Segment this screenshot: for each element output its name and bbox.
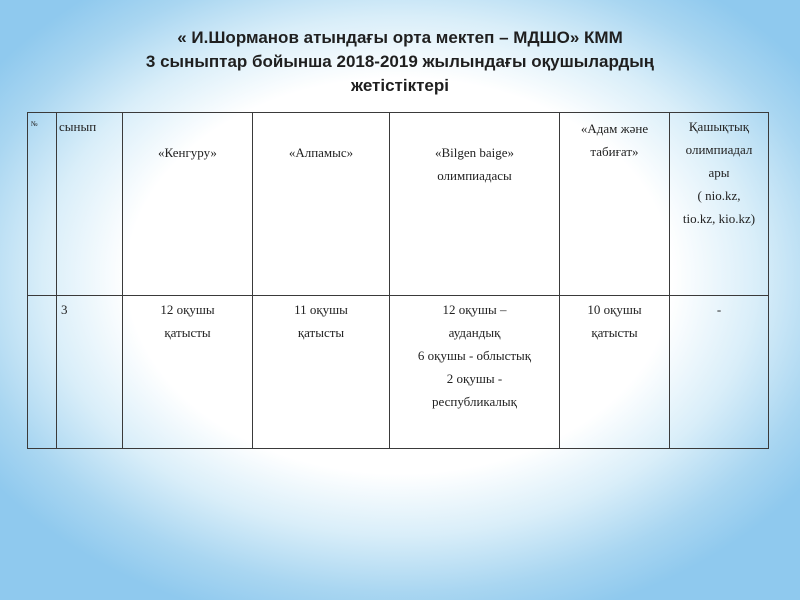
row-kenguru-line: қатысты xyxy=(164,325,211,340)
row-kenguru-line: 12 оқушы xyxy=(160,302,215,317)
row-alpamys-line: қатысты xyxy=(297,325,345,340)
header-distance-olympiads xyxy=(670,113,769,296)
title-line-1: « И.Шорманов атындағы орта мектеп – МДШО» КММ xyxy=(177,28,623,47)
row-bilgen-line: 2 оқушы - xyxy=(446,371,503,386)
title-line-2: 3 сыныптар бойынша 2018-2019 жылындағы оқушылардың xyxy=(145,52,655,71)
header-bilgen-baige xyxy=(390,113,560,296)
header-distance-line: Қашықтық xyxy=(688,119,750,134)
results-table xyxy=(27,112,769,449)
table-row xyxy=(28,296,769,449)
row-adam-tabigat xyxy=(560,296,670,449)
row-number-cell xyxy=(28,296,57,449)
row-adam-line: 10 оқушы xyxy=(587,302,642,317)
row-bilgen-line: 6 оқушы - облыстық xyxy=(417,348,532,363)
header-alpamys: «Алпамыс» xyxy=(253,113,390,296)
row-alpamys xyxy=(253,296,390,449)
row-bilgen-line: аудандық xyxy=(448,325,501,340)
header-adam-line: табиғат» xyxy=(590,144,639,159)
header-number: № xyxy=(28,113,57,296)
page-title xyxy=(100,26,700,98)
row-bilgen-line: республикалық xyxy=(432,394,517,409)
header-adam-tabigat xyxy=(560,113,670,296)
header-distance-line: олимпиадал xyxy=(685,142,753,157)
header-distance-line: ары xyxy=(708,165,730,180)
row-kenguru xyxy=(123,296,253,449)
header-bilgen-line: олимпиадасы xyxy=(437,168,512,183)
header-class: сынып xyxy=(57,113,123,296)
row-alpamys-line: 11 оқушы xyxy=(294,302,348,317)
header-kenguru: «Кенгуру» xyxy=(123,113,253,296)
header-distance-line: ( nio.kz, xyxy=(697,188,741,203)
header-adam-line: «Адам және xyxy=(580,121,649,136)
row-distance-olympiads: - xyxy=(670,296,769,449)
row-bilgen-line: 12 оқушы – xyxy=(442,302,507,317)
header-distance-line: tio.kz, kio.kz) xyxy=(682,211,756,226)
row-adam-line: қатысты xyxy=(591,325,638,340)
row-bilgen-baige xyxy=(390,296,560,449)
header-bilgen-line: «Bilgen baige» xyxy=(434,145,515,160)
row-class: 3 xyxy=(57,296,123,449)
header-row xyxy=(28,113,769,296)
title-line-3: жетістіктері xyxy=(350,76,449,95)
